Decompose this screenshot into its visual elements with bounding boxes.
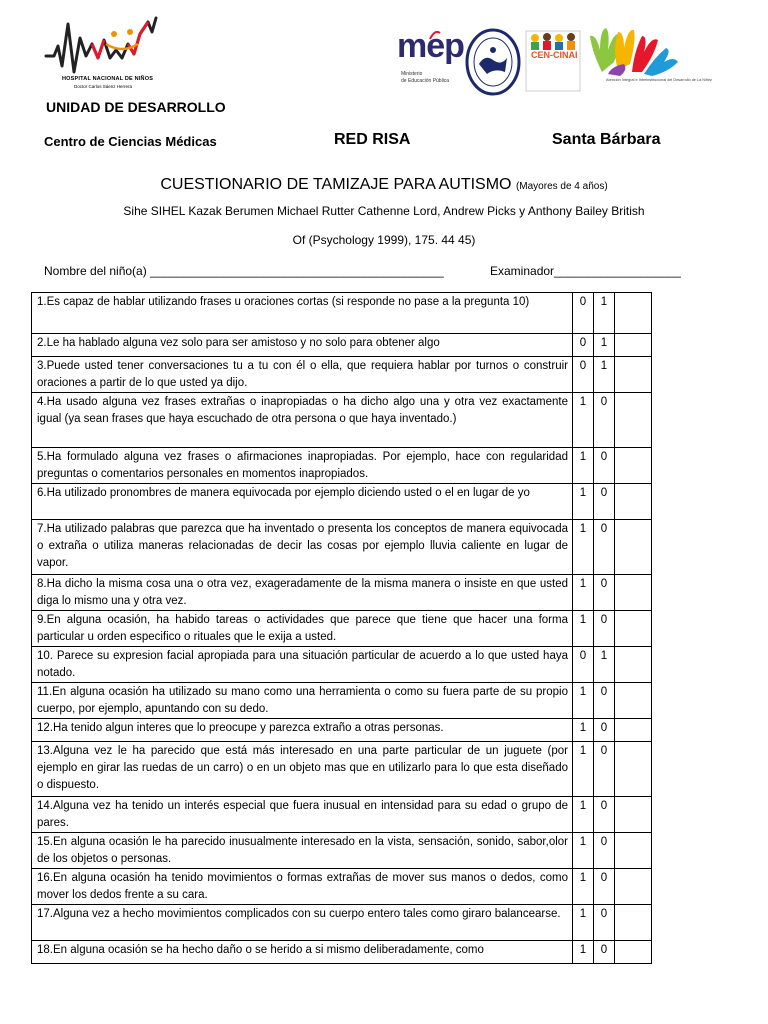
title-text: CUESTIONARIO DE TAMIZAJE PARA AUTISMO [160, 176, 512, 193]
question-text: 8.Ha dicho la misma cosa una o otra vez, exageradamente de la misma manera o insiste en que usted diga lo mismo una y otra vez. [32, 575, 573, 611]
question-text: 16.En alguna ocasión ha tenido movimientos o formas extrañas de mover sus manos o dedos, como mover los dedos frente a su cara. [32, 869, 573, 905]
question-row [32, 742, 652, 797]
score-option-a[interactable]: 1 [573, 611, 594, 647]
score-option-a[interactable]: 1 [573, 833, 594, 869]
score-answer-cell[interactable] [615, 833, 652, 869]
score-option-a[interactable]: 1 [573, 719, 594, 742]
question-text: 12.Ha tenido algun interes que lo preocupe y parezca extraño a otras personas. [32, 719, 573, 742]
colorful-hands-icon [584, 22, 680, 78]
location-name: Santa Bárbara [552, 131, 661, 148]
score-answer-cell[interactable] [615, 484, 652, 520]
question-row [32, 357, 652, 393]
question-row [32, 797, 652, 833]
score-option-b[interactable]: 0 [594, 520, 615, 575]
mep-logo-line2: de Educación Pública [401, 78, 450, 84]
score-answer-cell[interactable] [615, 683, 652, 719]
score-answer-cell[interactable] [615, 742, 652, 797]
score-option-a[interactable]: 0 [573, 357, 594, 393]
question-row [32, 575, 652, 611]
score-option-b[interactable]: 0 [594, 611, 615, 647]
hands-logo-caption: Atención Integral e Interinstitucional del Desarrollo de La Niñez [606, 78, 712, 82]
question-text: 7.Ha utilizado palabras que parezca que ha inventado o presenta los conceptos de manera equivocada o extraña o utiliza maneras relacionadas de decir las cosas por ejemplo lluvia caliente en lugar de vapor. [32, 520, 573, 575]
hospital-logo-doctor: Doctor Carlos Sáenz Herrera [74, 84, 133, 89]
score-option-b[interactable]: 0 [594, 869, 615, 905]
score-answer-cell[interactable] [615, 520, 652, 575]
question-text: 6.Ha utilizado pronombres de manera equivocada por ejemplo diciendo usted o el en lugar de yo [32, 484, 573, 520]
questionnaire-table [31, 292, 652, 964]
score-answer-cell[interactable] [615, 797, 652, 833]
reference-line: Of (Psychology 1999), 175. 44 45) [292, 233, 476, 247]
question-row [32, 334, 652, 357]
question-row [32, 520, 652, 575]
network-name: RED RISA [334, 131, 411, 148]
question-row [32, 905, 652, 941]
score-option-a[interactable]: 1 [573, 742, 594, 797]
mep-logo-word: mep [397, 27, 464, 65]
score-option-a[interactable]: 1 [573, 448, 594, 484]
score-answer-cell[interactable] [615, 611, 652, 647]
ministry-seal-logo [465, 28, 521, 96]
score-option-b[interactable]: 0 [594, 797, 615, 833]
question-text: 1.Es capaz de hablar utilizando frases u oraciones cortas (si responde no pase a la pregunta 10) [32, 293, 573, 334]
score-option-a[interactable]: 0 [573, 293, 594, 334]
score-option-b[interactable]: 1 [594, 647, 615, 683]
score-option-b[interactable]: 0 [594, 448, 615, 484]
score-answer-cell[interactable] [615, 647, 652, 683]
score-option-a[interactable]: 1 [573, 941, 594, 964]
score-option-a[interactable]: 0 [573, 334, 594, 357]
question-row [32, 448, 652, 484]
children-figures-icon [525, 30, 581, 92]
score-option-a[interactable]: 1 [573, 393, 594, 448]
score-answer-cell[interactable] [615, 293, 652, 334]
question-text: 3.Puede usted tener conversaciones tu a tu con él o ella, que requiera hablar por turnos o construir oraciones a partir de lo que usted ya dijo. [32, 357, 573, 393]
question-text: 11.En alguna ocasión ha utilizado su mano como una herramienta o como su fuera parte de su propio cuerpo, por ejemplo, apuntando con su dedo. [32, 683, 573, 719]
question-row [32, 941, 652, 964]
score-option-b[interactable]: 0 [594, 393, 615, 448]
mep-swoosh-icon [429, 29, 441, 41]
score-answer-cell[interactable] [615, 869, 652, 905]
score-answer-cell[interactable] [615, 357, 652, 393]
score-answer-cell[interactable] [615, 448, 652, 484]
question-row [32, 833, 652, 869]
hospital-logo-name: HOSPITAL NACIONAL DE NIÑOS [62, 76, 154, 82]
score-option-b[interactable]: 0 [594, 941, 615, 964]
hospital-heartbeat-icon [44, 14, 168, 76]
score-option-a[interactable]: 1 [573, 575, 594, 611]
hands-logo [584, 22, 712, 100]
question-text: 18.En alguna ocasión se ha hecho daño o se herido a si mismo deliberadamente, como [32, 941, 573, 964]
unit-heading: UNIDAD DE DESARROLLO [46, 99, 226, 115]
question-row [32, 869, 652, 905]
question-text: 9.En alguna ocasión, ha habido tareas o actividades que parece que tiene que hacer una forma particular u orden especifico o rituales que le exija a usted. [32, 611, 573, 647]
question-row [32, 293, 652, 334]
score-option-a[interactable]: 0 [573, 647, 594, 683]
score-answer-cell[interactable] [615, 941, 652, 964]
child-name-field[interactable]: Nombre del niño(a) ____________________________________________ [44, 264, 444, 278]
score-option-b[interactable]: 1 [594, 357, 615, 393]
question-text: 2.Le ha hablado alguna vez solo para ser amistoso y no solo para obtener algo [32, 334, 573, 357]
score-option-b[interactable]: 0 [594, 742, 615, 797]
score-answer-cell[interactable] [615, 334, 652, 357]
question-row [32, 647, 652, 683]
question-text: 5.Ha formulado alguna vez frases o afirmaciones inapropiadas. Por ejemplo, hace con regularidad preguntas o comentarios personales en momentos inapropiados. [32, 448, 573, 484]
question-row [32, 484, 652, 520]
question-row [32, 393, 652, 448]
examiner-field[interactable]: Examinador___________________ [490, 264, 681, 278]
score-answer-cell[interactable] [615, 575, 652, 611]
question-text: 14.Alguna vez ha tenido un interés especial que fuera inusual en intensidad para su edad o grupo de pares. [32, 797, 573, 833]
hospital-logo [44, 14, 168, 96]
score-option-b[interactable]: 0 [594, 575, 615, 611]
score-answer-cell[interactable] [615, 719, 652, 742]
question-text: 10. Parece su expresion facial apropiada para una situación particular de acuerdo a lo que usted haya notado. [32, 647, 573, 683]
score-option-a[interactable]: 1 [573, 683, 594, 719]
score-option-a[interactable]: 1 [573, 484, 594, 520]
cen-cinai-word: CEN-CINAI [531, 50, 578, 60]
score-option-b[interactable]: 0 [594, 833, 615, 869]
cen-cinai-logo [525, 30, 581, 92]
score-option-a[interactable]: 1 [573, 520, 594, 575]
question-row [32, 611, 652, 647]
question-text: 17.Alguna vez a hecho movimientos complicados con su cuerpo entero tales como giraro balancearse. [32, 905, 573, 941]
score-answer-cell[interactable] [615, 393, 652, 448]
questionnaire-body [32, 293, 652, 964]
score-option-b[interactable]: 0 [594, 484, 615, 520]
score-option-a[interactable]: 1 [573, 905, 594, 941]
score-option-a[interactable]: 1 [573, 869, 594, 905]
question-text: 4.Ha usado alguna vez frases extrañas o inapropiadas o ha dicho algo una y otra vez exactamente igual (ya sean frases que haya escuchado de otra persona o que haya inventado.) [32, 393, 573, 448]
authors-line: Sihe SIHEL Kazak Berumen Michael Rutter Cathenne Lord, Andrew Picks y Anthony Bailey British [123, 204, 645, 218]
score-option-b[interactable]: 1 [594, 293, 615, 334]
question-row [32, 719, 652, 742]
question-row [32, 683, 652, 719]
mep-logo-line1: Ministerio [401, 71, 423, 77]
score-answer-cell[interactable] [615, 905, 652, 941]
score-option-b[interactable]: 0 [594, 683, 615, 719]
question-text: 13.Alguna vez le ha parecido que está más interesado en una parte particular de un juguete (por ejemplo en girar las ruedas de un carro) o en un objeto mas que en utilizarlo para lo que esta diseñado o dispuesto. [32, 742, 573, 797]
center-name: Centro de Ciencias Médicas [44, 134, 217, 149]
question-text: 15.En alguna ocasión le ha parecido inusualmente interesado en la vista, sensación, sonido, sabor,olor de los objetos o personas. [32, 833, 573, 869]
score-option-b[interactable]: 0 [594, 905, 615, 941]
score-option-b[interactable]: 0 [594, 719, 615, 742]
seal-icon [465, 28, 521, 96]
document-title [0, 176, 768, 194]
title-age-note: (Mayores de 4 años) [515, 181, 608, 192]
score-option-a[interactable]: 1 [573, 797, 594, 833]
score-option-b[interactable]: 1 [594, 334, 615, 357]
